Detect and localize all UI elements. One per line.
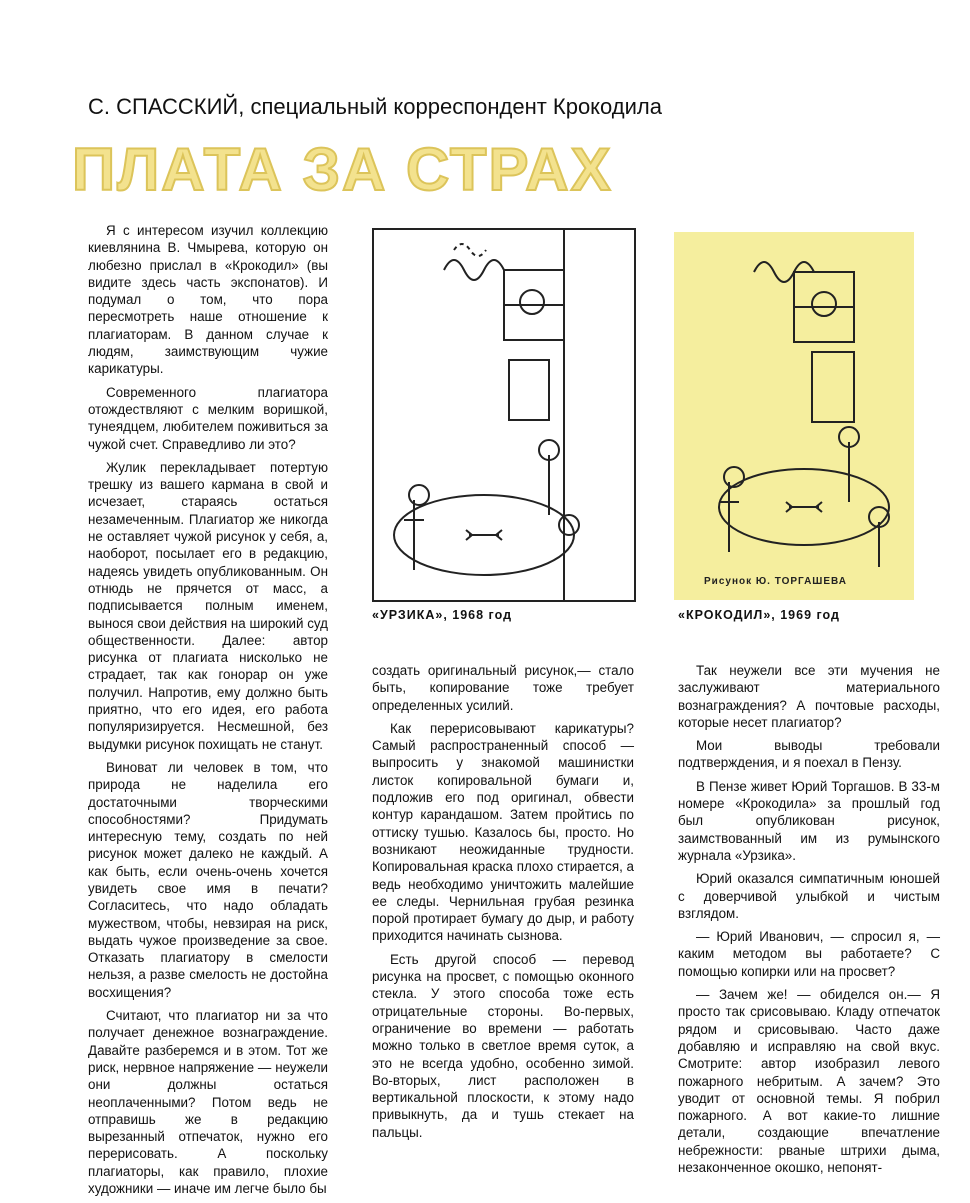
paragraph: Так неужели все эти мучения не заслуживают материального вознаграждения? А почтовые расходы, которые несет плагиатор? bbox=[678, 663, 940, 730]
paragraph: Виноват ли человек в том, что природа не наделила его достаточными творческими способностями? Придумать интересную тему, создать по ней рисунок может далеко не каждый. А как быть, если очень-очень хочется увидеть свое имя в печати? Согласитесь, что надо обладать мужеством, чтобы, невзирая на риск, выдать чужое произведение за свое. Отказать плагиатору в смелости нельзя, а разве смелость не достойна восхищения? bbox=[88, 759, 328, 1000]
cartoon-urzika-image bbox=[372, 228, 636, 602]
article-column-middle bbox=[372, 662, 634, 1147]
paragraph: Современного плагиатора отождествляют с мелким воришкой, тунеядцем, любителем поживиться за чужой счет. Справедливо ли это? bbox=[88, 384, 328, 452]
paragraph: Юрий оказался симпатичным юношей с доверчивой улыбкой и чистым взглядом. bbox=[678, 871, 940, 921]
paragraph: — Зачем же! — обиделся он.— Я просто так срисовываю. Кладу отпечаток рядом и срисовываю. Часто даже добавляю и исправляю на свой вкус. Смотрите: автор изобразил левого пожарного небритым. А зачем? Это уводит от основной темы. Я побрил пожарного. А вот какие-то лишние детали, создающие впечатление небрежности: рваные штрихи дыма, незаконченное окошко, непонят- bbox=[678, 987, 940, 1176]
byline: С. СПАССКИЙ, специальный корреспондент Крокодила bbox=[88, 94, 663, 119]
cartoon-krokodil-image bbox=[674, 232, 914, 600]
caption-urzika: «УРЗИКА», 1968 год bbox=[372, 608, 512, 622]
paragraph: Как перерисовывают карикатуры? Самый распространенный способ — выпросить у знакомой машинистки листок копировальной бумаги и, подложив его под оригинал, обвести контур карандашом. Затем пройтись по оттиску тушью. Казалось бы, просто. Но возникают неожиданные трудности. Копировальная краска плохо стирается, а ведь необходимо уничтожить малейшие ее следы. Чернильная грубая резинка порой протирает бумагу до дыр, и работу приходится начинать сызнова. bbox=[372, 720, 634, 944]
paragraph: Есть другой способ — перевод рисунка на просвет, с помощью оконного стекла. У этого способа тоже есть отрицательные стороны. Во-первых, ограничение во времени — работать можно только в светлое время суток, а это не всегда удобно, особенно зимой. Во-вторых, лист расположен в вертикальной плоскости, к этому надо привыкнуть, да и тушь стекает на пальцы. bbox=[372, 951, 634, 1140]
illustration-credit: Рисунок Ю. ТОРГАШЕВА bbox=[704, 576, 847, 587]
cartoon-drawing-left bbox=[374, 230, 634, 600]
paragraph: Я с интересом изучил коллекцию киевлянина В. Чмырева, которую он любезно прислал в «Крокодил» (вы видите здесь часть экспонатов). И подумал о том, что пора пересмотреть наше отношение к плагиаторам. В данном случае к людям, заимствующим чужие карикатуры. bbox=[88, 223, 328, 377]
article-column-left bbox=[88, 222, 328, 1203]
paragraph: создать оригинальный рисунок,— стало быть, копирование тоже требует определенных усилий. bbox=[372, 663, 634, 713]
paragraph: Мои выводы требовали подтверждения, и я поехал в Пензу. bbox=[678, 738, 940, 771]
headline-title: ПЛАТА ЗА СТРАХ bbox=[72, 136, 613, 203]
paragraph: Жулик перекладывает потертую трешку из вашего кармана в свой и исчезает, стараясь остаться незамеченным. Плагиатор же никогда не оставляет чужой рисунок у себя, а, наоборот, посылает его в редакцию, надеясь увидеть опубликованным. Он отнюдь не прячется от масс, а подписывается полным именем, вынося свои действия на широкий суд общественности. Далее: автор рисунка от плагиата нисколько не страдает, так как гонорар он уже получил. Напротив, ему должно быть приятно, что его идея, его работа популяризируется. Несмешной, без выдумки рисунок похищать не станут. bbox=[88, 459, 328, 752]
cartoon-drawing-right bbox=[674, 232, 914, 572]
article-column-right bbox=[678, 662, 940, 1182]
paragraph: — Юрий Иванович, — спросил я, — каким методом вы работаете? С помощью копирки или на просвет? bbox=[678, 929, 940, 979]
paragraph: Считают, что плагиатор ни за что получает денежное вознаграждение. Давайте разберемся и в этом. Тот же риск, нервное напряжение — неужели они должны остаться неоплаченными? Потом ведь не отправишь же в редакцию вырезанный отпечаток, нужно его перерисовать. А поскольку плагиаторы, как правило, плохие художники — иначе им легче было бы bbox=[88, 1008, 328, 1197]
caption-krokodil: «КРОКОДИЛ», 1969 год bbox=[678, 608, 840, 622]
paragraph: В Пензе живет Юрий Торгашов. В 33-м номере «Крокодила» за прошлый год был опубликован рисунок, заимствованный им из румынского журнала «Урзика». bbox=[678, 778, 940, 863]
